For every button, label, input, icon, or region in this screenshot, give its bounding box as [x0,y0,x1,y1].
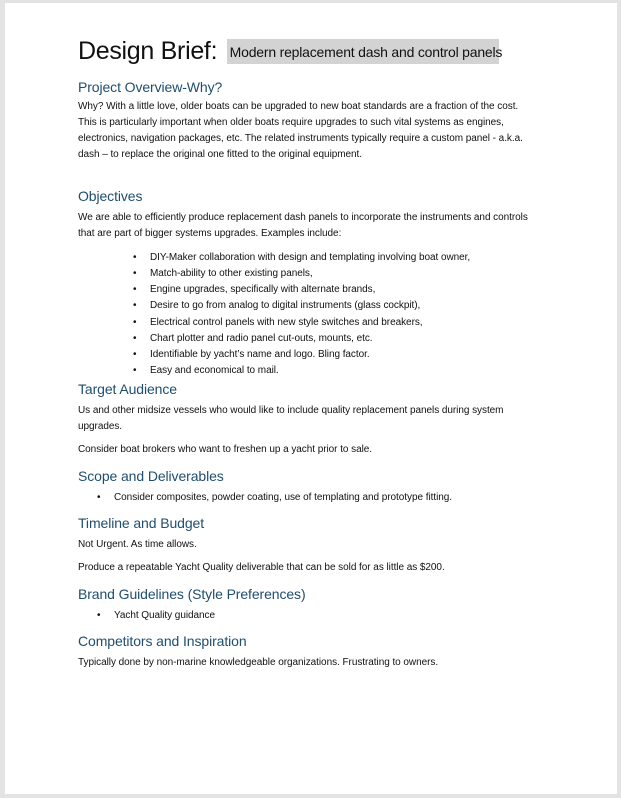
document-title: Design Brief: [78,37,218,65]
bullet-icon: • [97,610,101,621]
objectives-line: We are able to efficiently produce replacement dash panels to incorporate the instruments and controls [78,212,528,223]
heading-timeline-budget: Timeline and Budget [78,515,204,531]
title-row [78,37,503,66]
audience-paragraph-2: Consider boat brokers who want to freshen up a yacht prior to sale. [78,444,373,455]
overview-line: electronics, navigation packages, etc. The related instruments typically require a custom panel - a.k.a. [78,133,523,144]
bullet-icon: • [133,333,137,344]
document-page: Design Brief: Modern replacement dash and control panels Project Overview-Why? Why? With a little love, older boats can be upgraded to new boat standards are a fraction of the cost. This is particularly important when older boats require upgrades to such vital systems as engines, electronics, navigation packages, etc. The related instruments typically require a custom panel - a.k.a. dash – to replace the original one fitted to the original equipment. Objectives We are able to efficiently produce replacement dash panels to incorporate the instruments and controls that are part of bigger systems upgrades. Examples include: • DIY-Maker collaboration with design and templating involving boat owner, • Match-ability to other existing panels, • Engine upgrades, specifically with alternate brands, • Desire to go from analog to digital instruments (glass cockpit), • Electrical control panels with new style switches and breakers, • Chart plotter and radio panel cut-outs, mounts, etc. • Identifiable by yacht’s name and logo. Bling factor. • Easy and economical to mail. Target Audience Us and other midsize vessels who would like to include quality replacement panels during system upgrades. Consider boat brokers who want to freshen up a yacht prior to sale. Scope and Deliverables • Consider composites, powder coating, use of templating and prototype fitting. Timeline and Budget Not Urgent. As time allows. Produce a repeatable Yacht Quality deliverable that can be sold for as little as $200. Brand Guidelines (Style Preferences) • Yacht Quality guidance Competitors and Inspiration Typically done by non-marine knowledgeable organizations. Frustrating to owners. [5,3,617,794]
heading-objectives: Objectives [78,188,143,204]
audience-line: Us and other midsize vessels who would like to include quality replacement panels during system [78,405,504,416]
overview-line: Why? With a little love, older boats can be upgraded to new boat standards are a fraction of the cost. [78,101,519,112]
bullet-icon: • [133,252,137,263]
heading-target-audience: Target Audience [78,381,177,397]
overview-paragraph [78,99,523,163]
timeline-paragraph-2: Produce a repeatable Yacht Quality deliverable that can be sold for as little as $200. [78,562,445,573]
document-subtitle-highlighted: Modern replacement dash and control panels [227,39,499,64]
competitors-paragraph: Typically done by non-marine knowledgeable organizations. Frustrating to owners. [78,657,439,668]
bullet-icon: • [133,317,137,328]
objectives-paragraph [78,210,528,242]
bullet-icon: • [133,268,137,279]
bullet-icon: • [133,300,137,311]
heading-scope-deliverables: Scope and Deliverables [78,468,224,484]
bullet-icon: • [97,492,101,503]
overview-line: This is particularly important when older boats require upgrades to such vital systems as engines, [78,117,504,128]
audience-line: upgrades. [78,421,123,432]
heading-project-overview: Project Overview-Why? [78,79,223,95]
timeline-paragraph: Not Urgent. As time allows. [78,539,197,550]
heading-brand-guidelines: Brand Guidelines (Style Preferences) [78,586,306,602]
heading-competitors-inspiration: Competitors and Inspiration [78,633,247,649]
bullet-icon: • [133,365,137,376]
audience-paragraph [78,403,503,435]
overview-line: dash – to replace the original one fitted to the original equipment. [78,149,363,160]
bullet-icon: • [133,349,137,360]
bullet-icon: • [133,284,137,295]
objectives-line: that are part of bigger systems upgrades. Examples include: [78,228,342,239]
